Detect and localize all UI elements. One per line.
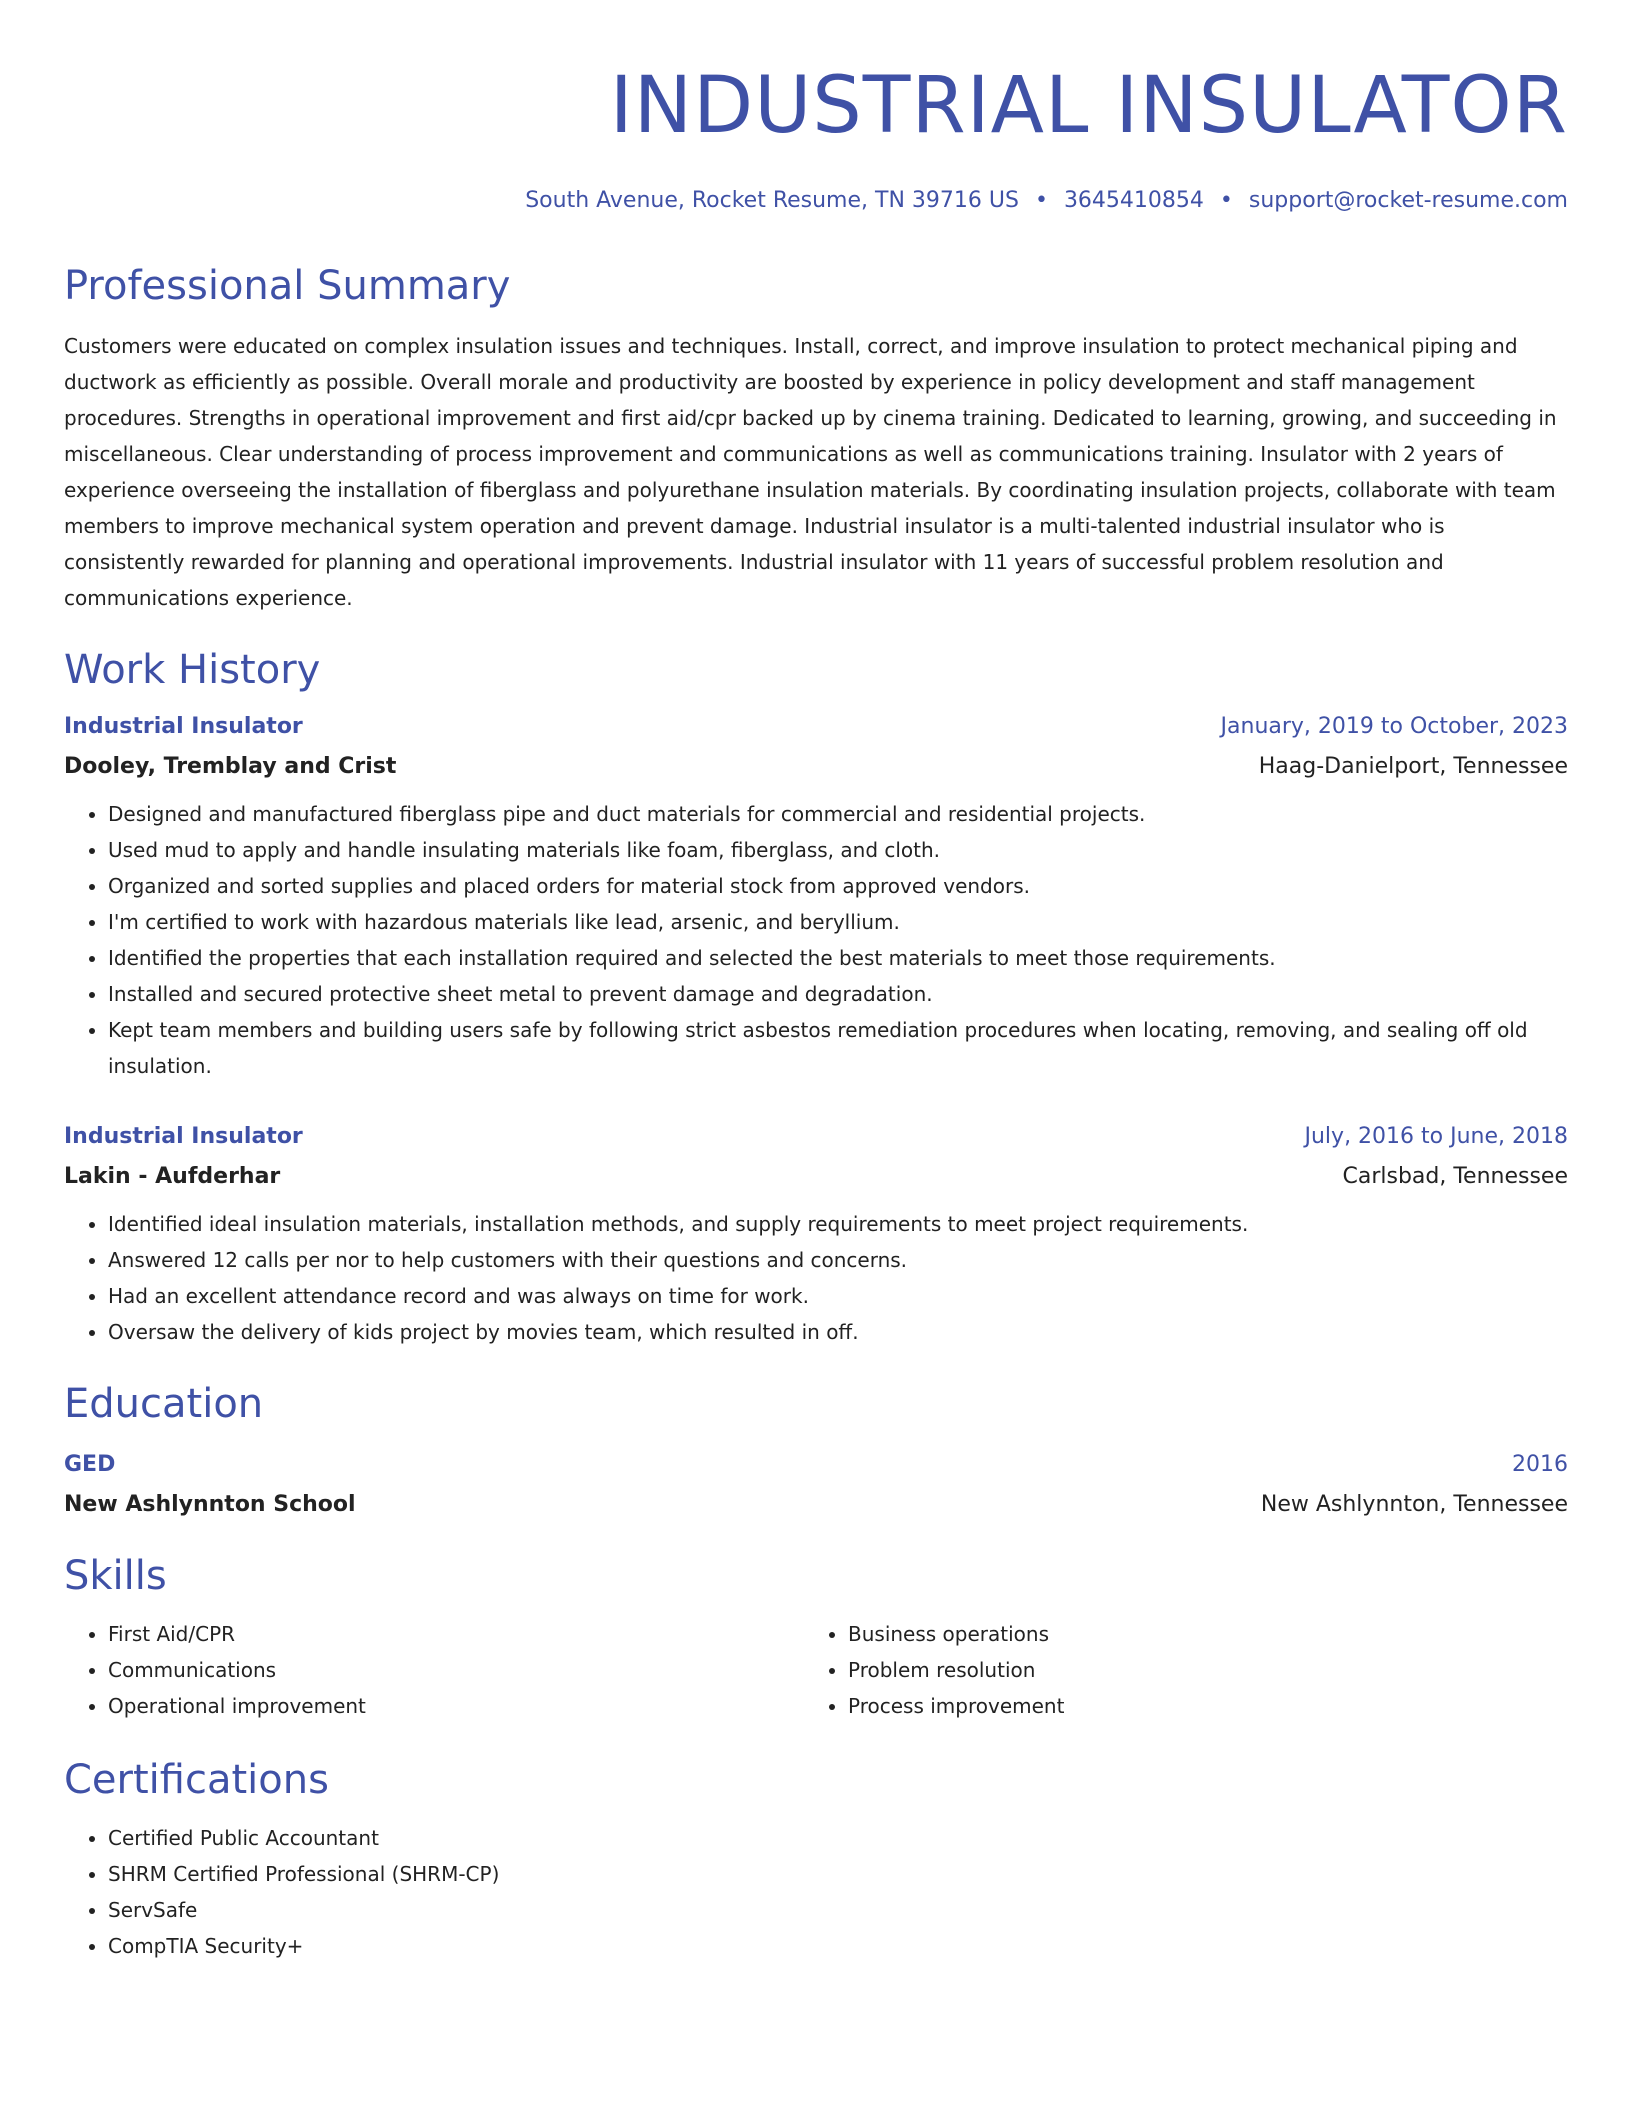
job-dates: July, 2016 to June, 2018 bbox=[1304, 1124, 1568, 1149]
list-item: • Had an excellent attendance record and was always on time for work. bbox=[108, 1278, 1568, 1314]
list-item: • I'm certified to work with hazardous materials like lead, arsenic, and beryllium. bbox=[108, 904, 1568, 940]
list-item: • SHRM Certified Professional (SHRM-CP) bbox=[108, 1856, 1568, 1892]
skills-column-left bbox=[64, 1616, 804, 1724]
summary-text: Customers were educated on complex insulation issues and techniques. Install, correct, and improve insulation to protect mechanical piping and ductwork as efficiently as possible. Overall morale and productivity are boosted by experience in policy development and staff management procedures. Strengths in operational improvement and first aid/cpr backed up by cinema training. Dedicated to learning, growing, and succeeding in miscellaneous. Clear understanding of process improvement and communications as well as communications training. Insulator with 2 years of experience overseeing the installation of fiberglass and polyurethane insulation materials. By coordinating insulation projects, collaborate with team members to improve mechanical system operation and prevent damage. Industrial insulator is a multi-talented industrial insulator who is consistently rewarded for planning and operational improvements. Industrial insulator with 11 years of successful problem resolution and communications experience. bbox=[64, 334, 1557, 610]
list-item: • First Aid/CPR bbox=[108, 1616, 804, 1652]
job-entry bbox=[64, 1122, 1568, 1350]
resume-header bbox=[64, 56, 1568, 216]
contact-separator: • bbox=[1219, 188, 1233, 213]
work-history-heading: Work History bbox=[64, 647, 321, 693]
list-item: • Oversaw the delivery of kids project by movies team, which resulted in off. bbox=[108, 1314, 1568, 1350]
education-school-row bbox=[64, 1480, 1568, 1520]
job-header-row bbox=[64, 1122, 1568, 1152]
job-entry bbox=[64, 712, 1568, 1084]
job-dates: January, 2019 to October, 2023 bbox=[1220, 714, 1568, 739]
education-heading: Education bbox=[64, 1381, 264, 1427]
list-item: • Business operations bbox=[848, 1616, 1544, 1652]
list-item: • Certified Public Accountant bbox=[108, 1820, 1568, 1856]
skills-column-right bbox=[804, 1616, 1544, 1724]
list-item: • Identified ideal insulation materials, installation methods, and supply requirements to meet project requirements. bbox=[108, 1206, 1568, 1242]
list-item: • CompTIA Security+ bbox=[108, 1928, 1568, 1964]
job-company-row bbox=[64, 742, 1568, 782]
job-location: Carlsbad, Tennessee bbox=[1342, 1164, 1568, 1189]
certifications-list bbox=[64, 1820, 1568, 1964]
certifications-heading: Certifications bbox=[64, 1757, 329, 1803]
job-bullets bbox=[64, 1206, 1568, 1350]
job-title: Industrial Insulator bbox=[64, 1124, 303, 1149]
job-header-row bbox=[64, 712, 1568, 742]
education-degree: GED bbox=[64, 1452, 116, 1477]
skills-list bbox=[64, 1616, 804, 1724]
skills-heading: Skills bbox=[64, 1553, 167, 1599]
list-item: • Answered 12 calls per nor to help customers with their questions and concerns. bbox=[108, 1242, 1568, 1278]
job-company: Lakin - Aufderhar bbox=[64, 1164, 281, 1189]
job-title: Industrial Insulator bbox=[64, 714, 303, 739]
job-company-row bbox=[64, 1152, 1568, 1192]
education-header-row bbox=[64, 1450, 1568, 1480]
list-item: • ServSafe bbox=[108, 1892, 1568, 1928]
education-school: New Ashlynnton School bbox=[64, 1492, 356, 1517]
contact-line bbox=[64, 186, 1568, 216]
list-item: • Operational improvement bbox=[108, 1688, 804, 1724]
contact-address: South Avenue, Rocket Resume, TN 39716 US bbox=[525, 188, 1019, 213]
contact-phone: 3645410854 bbox=[1063, 188, 1204, 213]
list-item: • Installed and secured protective sheet metal to prevent damage and degradation. bbox=[108, 976, 1568, 1012]
contact-email[interactable]: support@rocket-resume.com bbox=[1248, 188, 1568, 213]
job-company: Dooley, Tremblay and Crist bbox=[64, 754, 397, 779]
skills-list bbox=[804, 1616, 1544, 1724]
education-year: 2016 bbox=[1512, 1452, 1568, 1477]
job-bullets bbox=[64, 796, 1568, 1084]
education-entry bbox=[64, 1450, 1568, 1520]
education-location: New Ashlynnton, Tennessee bbox=[1260, 1492, 1568, 1517]
skills-grid bbox=[64, 1616, 1568, 1724]
list-item: • Designed and manufactured fiberglass pipe and duct materials for commercial and residential projects. bbox=[108, 796, 1568, 832]
list-item: • Used mud to apply and handle insulating materials like foam, fiberglass, and cloth. bbox=[108, 832, 1568, 868]
list-item: • Problem resolution bbox=[848, 1652, 1544, 1688]
candidate-name: INDUSTRIAL INSULATOR bbox=[609, 61, 1568, 151]
list-item: • Identified the properties that each installation required and selected the best materials to meet those requirements. bbox=[108, 940, 1568, 976]
list-item: • Kept team members and building users safe by following strict asbestos remediation procedures when locating, removing, and sealing off old insulation. bbox=[108, 1012, 1568, 1084]
list-item: • Process improvement bbox=[848, 1688, 1544, 1724]
summary-heading: Professional Summary bbox=[64, 263, 511, 309]
contact-separator: • bbox=[1034, 188, 1048, 213]
job-location: Haag-Danielport, Tennessee bbox=[1258, 754, 1568, 779]
list-item: • Organized and sorted supplies and placed orders for material stock from approved vendors. bbox=[108, 868, 1568, 904]
list-item: • Communications bbox=[108, 1652, 804, 1688]
